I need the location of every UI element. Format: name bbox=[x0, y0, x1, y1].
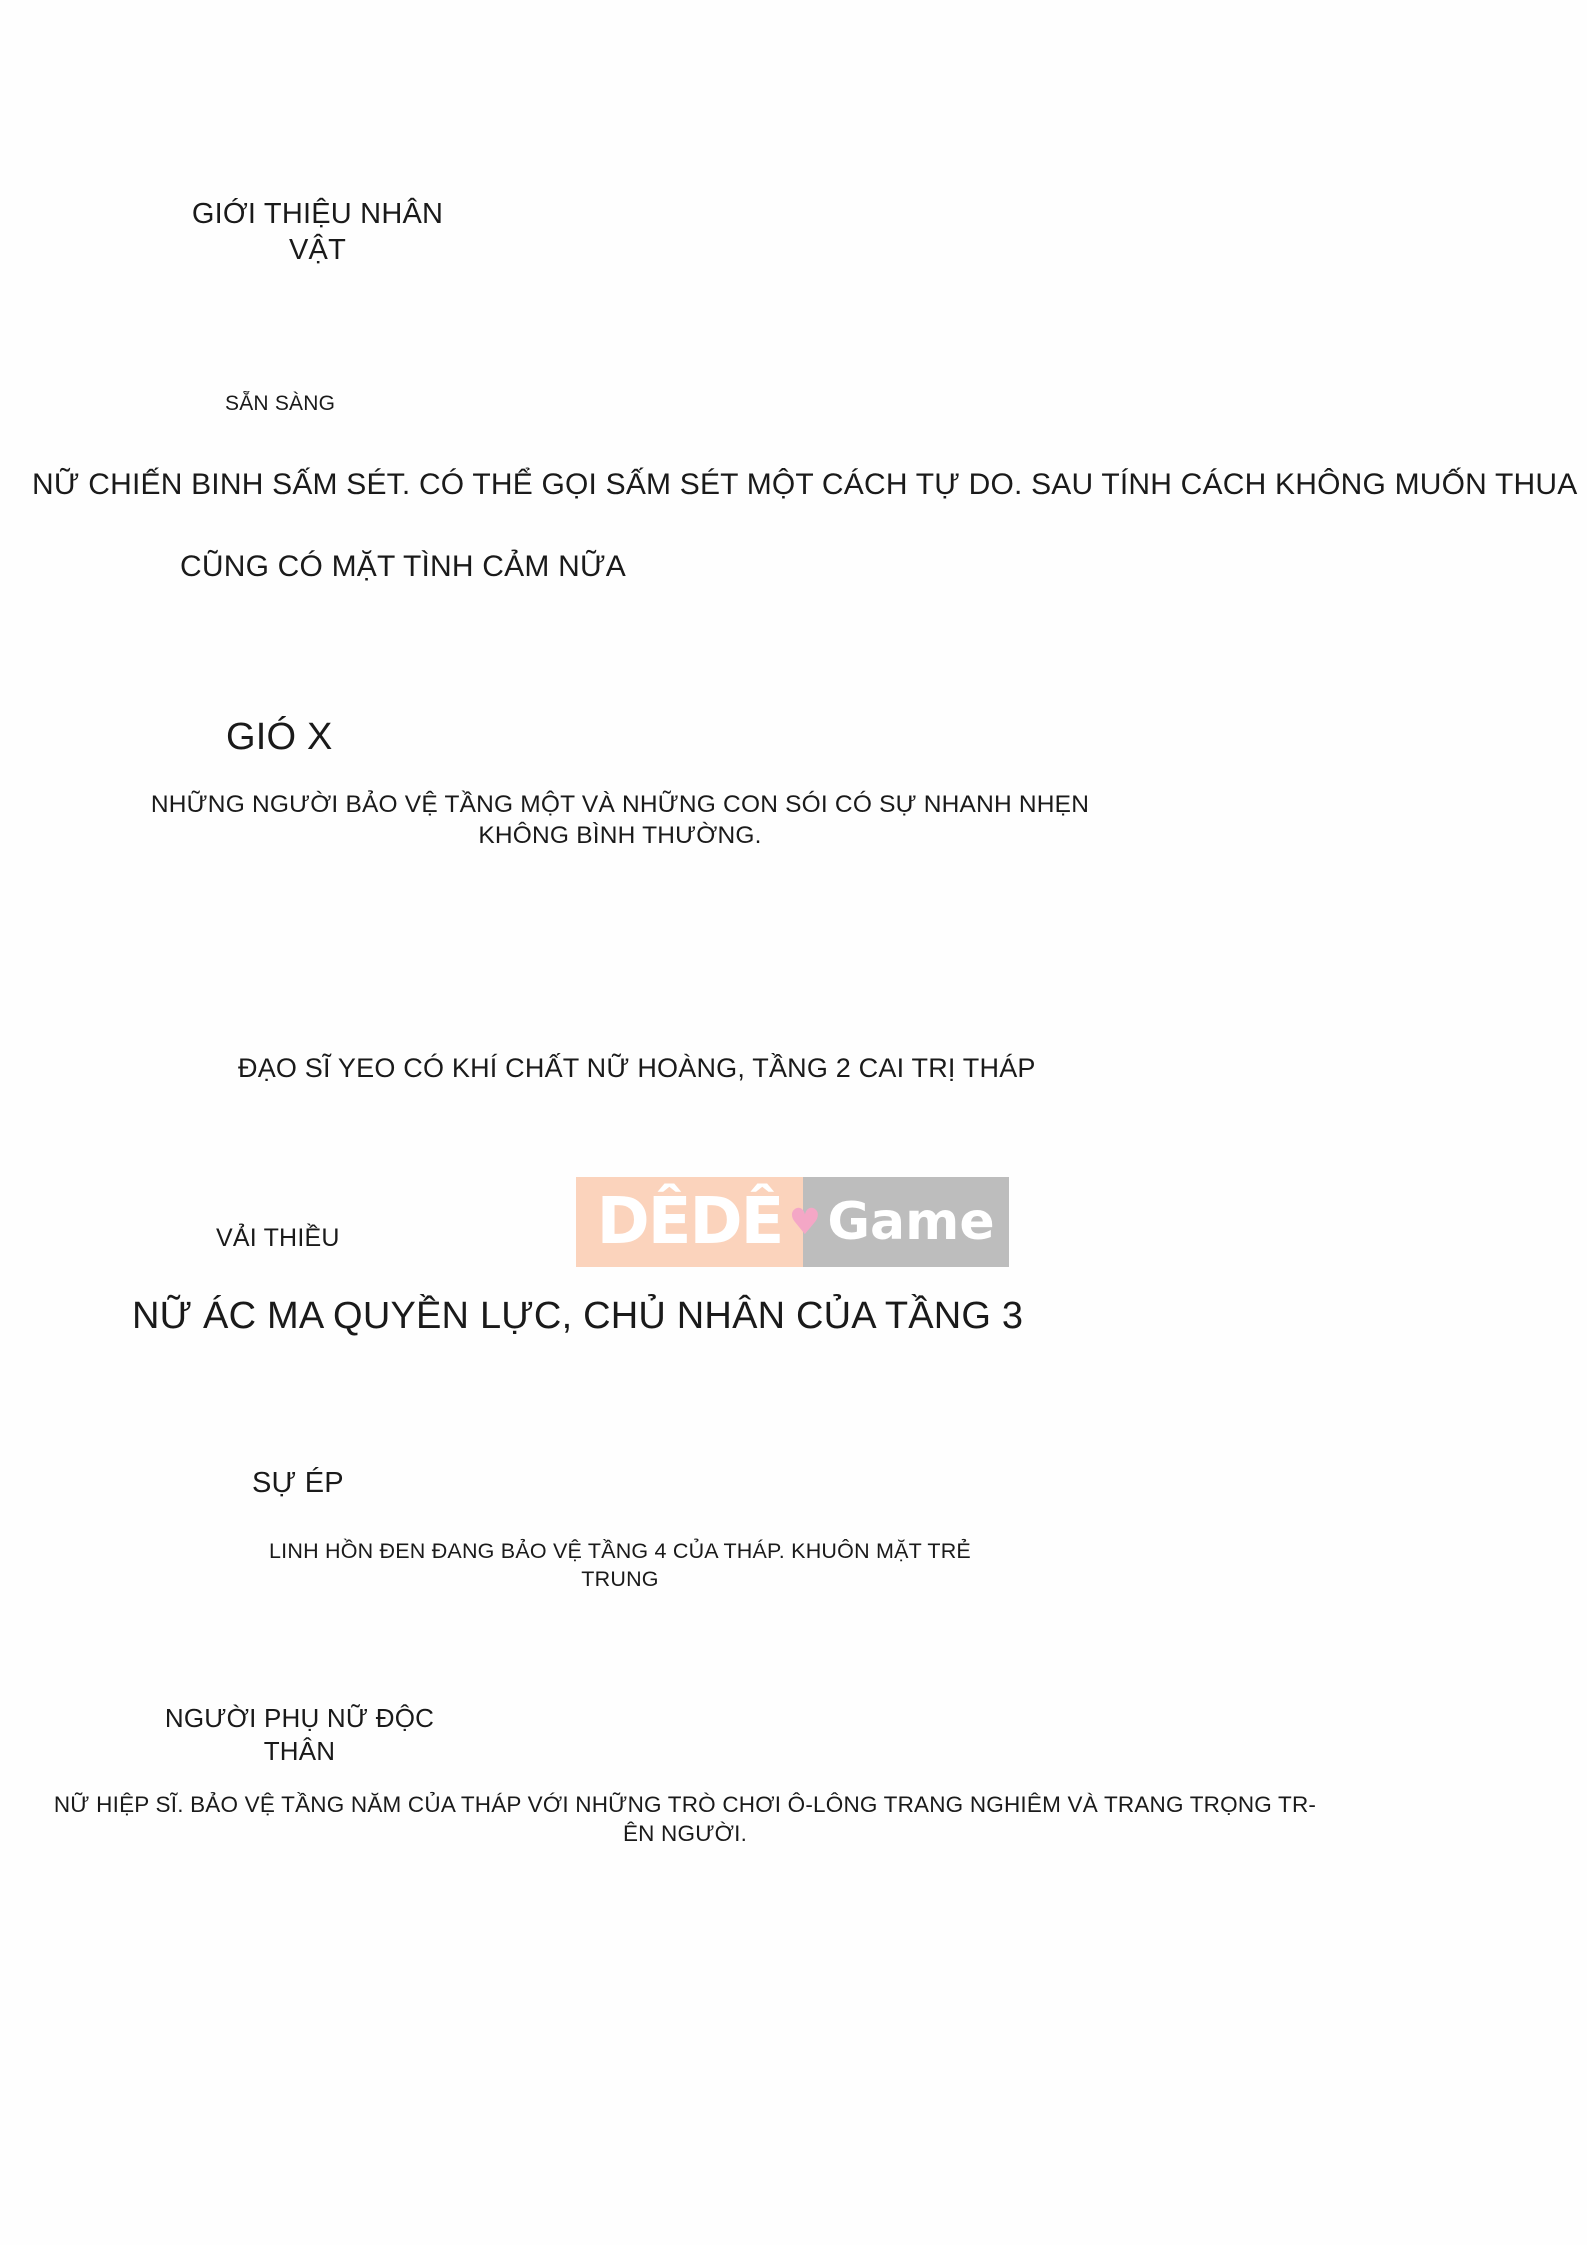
character-description: NỮ CHIẾN BINH SẤM SÉT. CÓ THỂ GỌI SẤM SÉT MỘT CÁCH TỰ DO. SAU TÍNH CÁCH KHÔNG MUỐN THUA bbox=[32, 468, 1578, 501]
character-name: SẴN SÀNG bbox=[225, 392, 336, 415]
character-name: SỰ ÉP bbox=[252, 1467, 344, 1499]
watermark-logo bbox=[576, 1177, 1009, 1267]
page-title: GIỚI THIỆU NHÂN VẬT bbox=[191, 198, 444, 267]
watermark-left bbox=[576, 1177, 819, 1267]
watermark-left-text: DÊDÊ bbox=[596, 1185, 783, 1259]
watermark-right bbox=[803, 1177, 1009, 1267]
heart-icon: ♥ bbox=[788, 1202, 819, 1243]
character-description: CŨNG CÓ MẶT TÌNH CẢM NỮA bbox=[180, 550, 626, 583]
watermark-right-text: Game bbox=[827, 1192, 995, 1252]
character-description: NỮ ÁC MA QUYỀN LỰC, CHỦ NHÂN CỦA TẦNG 3 bbox=[132, 1295, 1024, 1337]
character-name: NGƯỜI PHỤ NỮ ĐỘC THÂN bbox=[164, 1703, 435, 1767]
character-description: NỮ HIỆP SĨ. BẢO VỆ TẦNG NĂM CỦA THÁP VỚI NHỮNG TRÒ CHƠI Ô-LÔNG TRANG NGHIÊM VÀ TRANG TRỌNG TR- ÊN NGƯỜI. bbox=[53, 1792, 1317, 1847]
character-name: GIÓ X bbox=[226, 716, 333, 758]
character-description: NHỮNG NGƯỜI BẢO VỆ TẦNG MỘT VÀ NHỮNG CON SÓI CÓ SỰ NHANH NHẸN KHÔNG BÌNH THƯỜNG. bbox=[150, 791, 1090, 849]
character-description: LINH HỒN ĐEN ĐANG BẢO VỆ TẦNG 4 CỦA THÁP. KHUÔN MẶT TRẺ TRUNG bbox=[269, 1539, 971, 1591]
character-description: ĐẠO SĨ YEO CÓ KHÍ CHẤT NỮ HOÀNG, TẦNG 2 CAI TRỊ THÁP bbox=[238, 1053, 1036, 1083]
character-name: VẢI THIỀU bbox=[216, 1224, 340, 1252]
